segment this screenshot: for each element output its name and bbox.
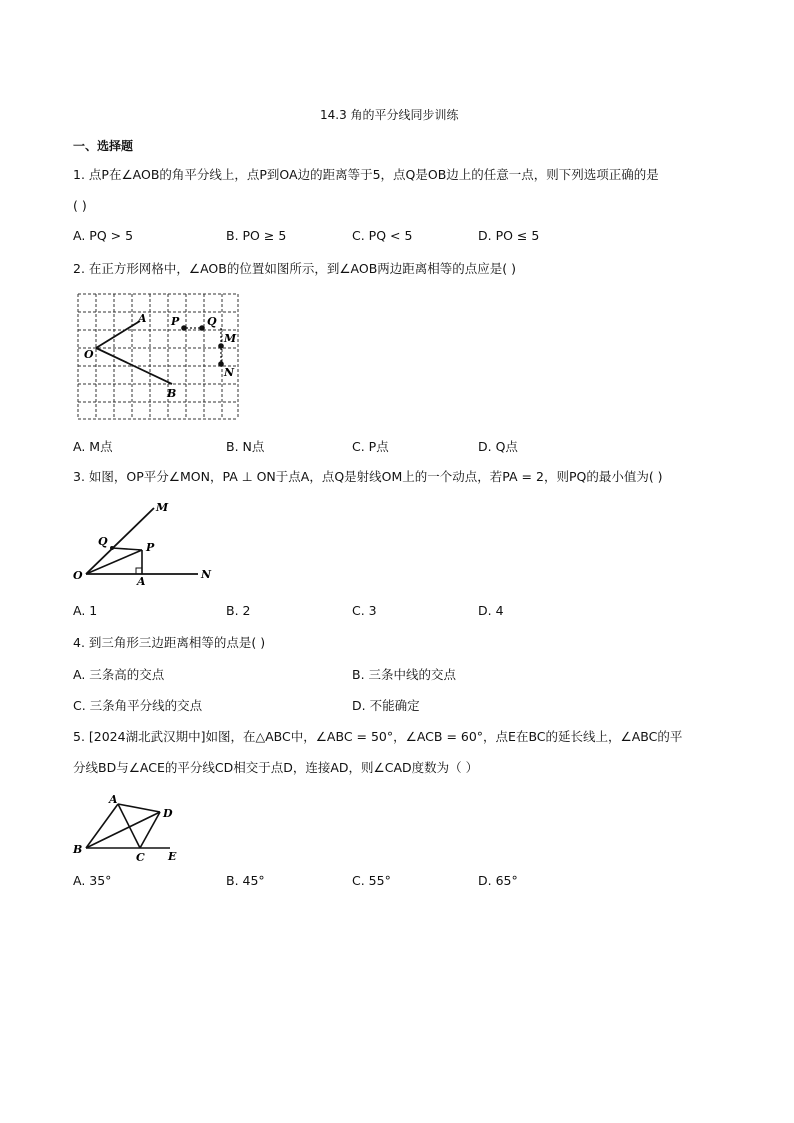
label-a: A [109, 793, 118, 806]
ray-oa [96, 321, 140, 348]
q3-option-b: B. 2 [226, 603, 251, 618]
q5-option-c: C. 55° [352, 873, 391, 888]
label-q: Q [98, 535, 108, 548]
q3-option-d: D. 4 [478, 603, 504, 618]
label-m: M [224, 332, 237, 345]
q5-option-d: D. 65° [478, 873, 518, 888]
point-q [199, 325, 205, 331]
label-m: M [156, 501, 169, 514]
label-o: O [73, 569, 83, 582]
page-title: 14.3 角的平分线同步训练 [320, 108, 459, 122]
section-heading: 一、选择题 [73, 139, 134, 153]
label-n: N [224, 366, 235, 379]
q3-option-a: A. 1 [73, 603, 98, 618]
question-5-text-line1: 5. [2024湖北武汉期中]如图，在△ABC中，∠ABC = 50°，∠ACB = 60°，点E在BC的延长线上，∠ABC的平 [73, 729, 683, 744]
question-5-text-line2: 分线BD与∠ACE的平分线CD相交于点D，连接AD，则∠CAD度数为（ ） [73, 760, 479, 775]
point-p [181, 325, 187, 331]
label-a: A [138, 312, 147, 325]
question-4-text: 4. 到三角形三边距离相等的点是( ) [73, 635, 266, 650]
question-2-text: 2. 在正方形网格中，∠AOB的位置如图所示，到∠AOB两边距离相等的点应是( ) [73, 261, 517, 276]
q2-option-b: B. N点 [226, 439, 265, 454]
label-q: Q [207, 315, 217, 328]
label-b: B [167, 387, 177, 400]
q5-option-a: A. 35° [73, 873, 112, 888]
q2-option-c: C. P点 [352, 439, 389, 454]
q1-option-c: C. PQ < 5 [352, 228, 413, 243]
label-e: E [168, 850, 177, 863]
q5-option-b: B. 45° [226, 873, 265, 888]
triangle-figure [70, 790, 185, 865]
label-c: C [136, 851, 145, 864]
grid-figure [70, 288, 245, 424]
point-n [218, 361, 224, 367]
q4-option-d: D. 不能确定 [352, 698, 420, 713]
q2-option-a: A. M点 [73, 439, 113, 454]
label-p: P [146, 541, 155, 554]
question-3-text: 3. 如图，OP平分∠MON，PA ⊥ ON于点A，点Q是射线OM上的一个动点，若PA = 2，则PQ的最小值为( ) [73, 469, 663, 484]
q1-option-a: A. PQ > 5 [73, 228, 134, 243]
question-1-paren: ( ) [73, 198, 87, 213]
q3-option-c: C. 3 [352, 603, 377, 618]
label-d: D [163, 807, 173, 820]
label-p: P [171, 315, 180, 328]
q1-option-b: B. PO ≥ 5 [226, 228, 287, 243]
q4-option-c: C. 三条角平分线的交点 [73, 698, 203, 713]
question-1-text: 1. 点P在∠AOB的角平分线上，点P到OA边的距离等于5，点Q是OB边上的任意一点，则下列选项正确的是 [73, 167, 659, 182]
point-m [218, 343, 224, 349]
q1-option-d: D. PO ≤ 5 [478, 228, 540, 243]
q2-option-d: D. Q点 [478, 439, 518, 454]
label-a: A [137, 575, 146, 586]
label-b: B [73, 843, 83, 856]
label-o: O [84, 348, 94, 361]
q4-option-a: A. 三条高的交点 [73, 667, 165, 682]
label-n: N [201, 568, 212, 581]
q4-option-b: B. 三条中线的交点 [352, 667, 457, 682]
angle-bisector-figure [70, 498, 215, 586]
